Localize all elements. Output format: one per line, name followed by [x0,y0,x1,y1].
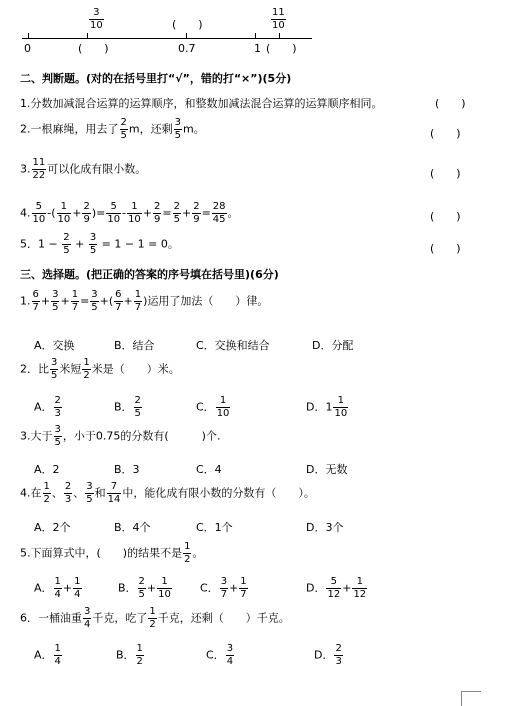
s3-q2-opt-a: A． $\frac{2}{3}$ [34,395,61,419]
s3-q6-opt-c: C． $\frac{3}{4}$ [206,643,234,667]
s3-q1-opt-d: D．分配 [312,339,354,352]
s2-q4-paren: ( ) [430,210,461,223]
nl-label-1: 1 [254,42,261,55]
s3-q4: 4.在 $\frac{1}{2}$ 、 $\frac{2}{3}$ 、 $\frac{3}{5}$ 和 $\frac{7}{14}$ 中，能化成有限小数的分数有（ ）。 [20,481,315,505]
s3-q2-opt-c: C． $\frac{1}{10}$ [196,395,230,419]
s3-q5-opt-c: C． $\frac{3}{7}$ + $\frac{1}{7}$ [200,576,247,600]
s3-q3-opt-d: D．无数 [306,463,348,476]
s3-q2-opt-b: B． $\frac{2}{5}$ [114,395,141,419]
s3-q2-opt-d: D．1 $\frac{1}{10}$ [306,395,348,419]
tick-1 [255,33,256,38]
s3-q4-opt-c: C．1个 [196,521,233,534]
nl-blank-1: ( ) [78,42,109,55]
tick-11 [279,33,280,38]
nl-frac-3-10: $\frac{3}{10}$ [90,7,103,31]
nl-label-07: 0.7 [178,42,196,55]
s3-q2: 2．比 $\frac{3}{5}$ 米短 $\frac{1}{2}$ 米是（ ）米。 [20,357,180,381]
section2-title: 二、判断题。(对的在括号里打“√”，错的打“×”)(5分) [20,72,292,85]
s3-q1-opt-c: C．交换和结合 [196,339,270,352]
s3-q4-opt-d: D．3个 [306,521,344,534]
s3-q4-opt-a: A．2个 [34,521,71,534]
page-corner-mark-vertical [461,691,462,706]
s2-q2-paren: ( ) [430,127,461,140]
s3-q5: 5.下面算式中，( )的结果不是 $\frac{1}{2}$ 。 [20,541,204,565]
page-corner-mark [461,691,481,692]
s3-q5-opt-a: A． $\frac{1}{4}$ + $\frac{1}{4}$ [34,576,81,600]
s2-q3: 3. $\frac{11}{22}$ 可以化成有限小数。 [20,157,147,181]
s2-q4: 4. $\frac{5}{10}$ -( $\frac{1}{10}$ + $\frac{2}{9}$ )= $\frac{5}{10}$ - $\frac{1}{10}$ + $\frac{2}{9}$ = $\frac{2}{5}$ + $\frac{2}{9}$ = $\frac{28}{45}$ 。 [20,201,239,225]
nl-blank-2: ( ) [266,42,297,55]
s3-q1-opt-b: B．结合 [114,339,155,352]
s3-q3-opt-b: B．3 [114,463,140,476]
nl-label-0: 0 [24,42,31,55]
s2-q2: 2.一根麻绳，用去了 $\frac{2}{5}$ m，还剩 $\frac{3}{5}$ m。 [20,117,205,141]
s2-q1: 1.分数加减混合运算的运算顺序，和整数加减法混合运算的运算顺序相同。 [20,97,383,110]
number-line [22,38,312,39]
s2-q5: 5．1 − $\frac{2}{5}$ + $\frac{3}{5}$ = 1 − 1 = 0。 [20,232,179,256]
tick-07 [186,33,187,38]
s3-q6-opt-d: D． $\frac{2}{3}$ [314,643,342,667]
s3-q6: 6．一桶油重 $\frac{3}{4}$ 千克，吃了 $\frac{1}{2}$ 千克，还剩（ ）千克。 [20,606,290,630]
s3-q3-opt-a: A．2 [34,463,60,476]
s3-q6-opt-a: A． $\frac{1}{4}$ [34,643,61,667]
s3-q1: 1. $\frac{6}{7}$ + $\frac{3}{5}$ + $\frac{1}{7}$ = $\frac{3}{5}$ +( $\frac{6}{7}$ + $\frac{1}{7}$ )运用了加法（ ）律。 [20,289,269,313]
section3-title: 三、选择题。(把正确的答案的序号填在括号里)(6分) [20,268,279,281]
s3-q4-opt-b: B．4个 [114,521,151,534]
s3-q3: 3.大于 $\frac{3}{5}$ ，小于0.75的分数有( )个. [20,424,221,448]
s2-q3-paren: ( ) [430,167,461,180]
s3-q3-opt-c: C．4 [196,463,222,476]
s2-q5-paren: ( ) [430,242,461,255]
nl-frac-11-10: $\frac{11}{10}$ [272,7,285,31]
s3-q6-opt-b: B． $\frac{1}{2}$ [116,643,143,667]
nl-blank-top: ( ) [172,18,203,31]
s3-q5-opt-b: B． $\frac{2}{5}$ + $\frac{1}{10}$ [118,576,171,600]
tick-0 [28,33,29,38]
tick-03 [87,33,88,38]
s2-q1-paren: ( ) [435,97,466,110]
s3-q5-opt-d: D． $\frac{5}{12}$ + $\frac{1}{12}$ [306,576,367,600]
s3-q1-opt-a: A．交换 [34,339,75,352]
